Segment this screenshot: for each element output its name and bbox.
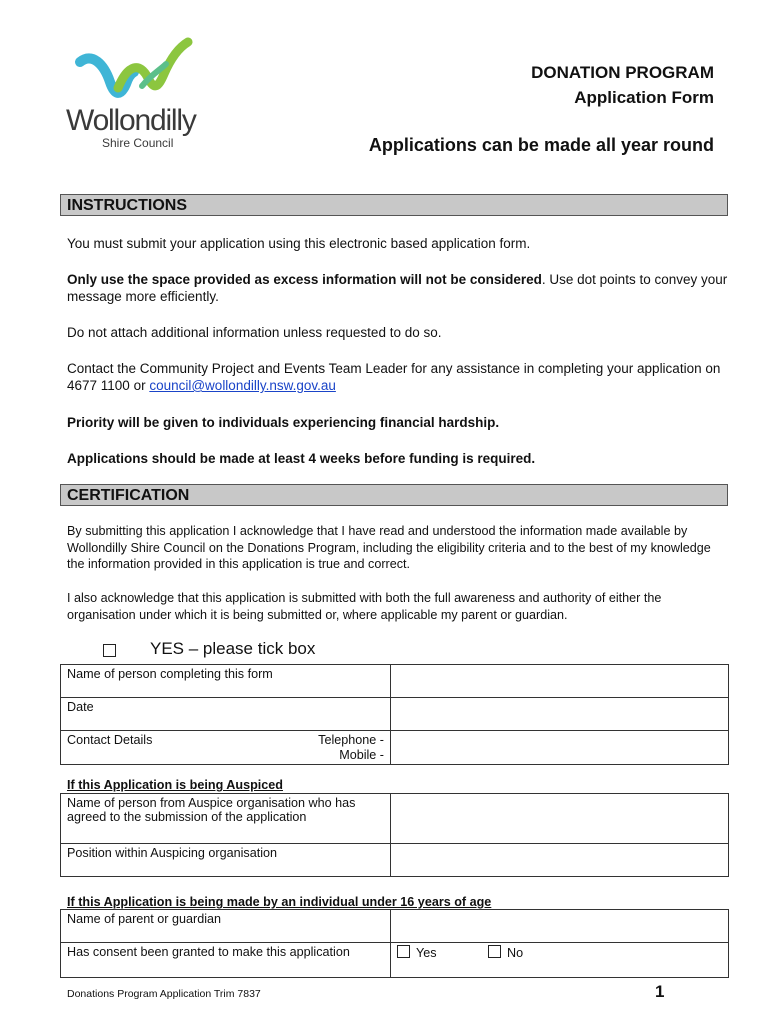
guardian-input[interactable] (391, 910, 729, 943)
consent-options (391, 943, 729, 978)
consent-no-checkbox[interactable] (488, 945, 501, 958)
date-label: Date (61, 698, 391, 731)
logo-subtitle: Shire Council (102, 136, 174, 150)
yes-checkbox[interactable] (103, 644, 116, 657)
auspice-position-label: Position within Auspicing organisation (61, 844, 391, 877)
yes-label: YES – please tick box (150, 639, 316, 658)
auspice-table (60, 793, 729, 877)
name-input[interactable] (391, 665, 729, 698)
email-link[interactable]: council@wollondilly.nsw.gov.au (149, 378, 336, 393)
telephone-label: Telephone - (318, 733, 384, 747)
contact-input[interactable] (391, 731, 729, 765)
auspice-person-label: Name of person from Auspice organisation who has agreed to the submission of the application (61, 794, 391, 844)
auspice-position-input[interactable] (391, 844, 729, 877)
consent-yes-checkbox[interactable] (397, 945, 410, 958)
instruction-p2-rest: . Use dot points to convey your message more efficiently. (67, 272, 728, 304)
wave-logo-icon (62, 34, 212, 106)
instruction-p5: Priority will be given to individuals experiencing financial hardship. (67, 415, 500, 430)
instruction-p3: Do not attach additional information unless requested to do so. (67, 325, 442, 340)
name-label: Name of person completing this form (61, 665, 391, 698)
guardian-label: Name of parent or guardian (61, 910, 391, 943)
instruction-p6: Applications should be made at least 4 weeks before funding is required. (67, 451, 536, 466)
instructions-heading: INSTRUCTIONS (60, 194, 728, 216)
instruction-p1: You must submit your application using this electronic based application form. (67, 236, 531, 251)
instruction-p4-text: Contact the Community Project and Events Team Leader for any assistance in completing your application on 4677 1100 or (67, 361, 721, 393)
instruction-p4 (67, 360, 729, 394)
tagline: Applications can be made all year round (368, 135, 714, 155)
consent-label: Has consent been granted to make this application (61, 943, 391, 978)
instruction-p2 (67, 271, 729, 305)
auspice-person-input[interactable] (391, 794, 729, 844)
consent-yes-label: Yes (416, 946, 437, 960)
minor-table (60, 909, 729, 978)
logo-name: Wollondilly (66, 104, 196, 137)
program-title: DONATION PROGRAM (531, 63, 714, 82)
council-logo (62, 34, 212, 152)
footer-text: Donations Program Application Trim 7837 (67, 988, 261, 1000)
certification-heading: CERTIFICATION (60, 484, 728, 506)
instruction-p2-bold: Only use the space provided as excess information will not be considered (67, 272, 542, 287)
certification-p2: I also acknowledge that this application is submitted with both the full awareness and authority of either the organisation under which it is being submitted or, where applicable my parent or guardian. (67, 591, 662, 622)
contact-label-cell (61, 731, 391, 765)
date-input[interactable] (391, 698, 729, 731)
contact-details-label: Contact Details (67, 733, 153, 747)
consent-no-label: No (507, 946, 524, 960)
minor-heading: If this Application is being made by an individual under 16 years of age (67, 895, 492, 909)
mobile-label: Mobile - (339, 748, 384, 762)
certification-p1: By submitting this application I acknowledge that I have read and understood the information made available by Wollondilly Shire Council on the Donations Program, including the eligibility criteria and to the best of my knowledge the information provided in this application is true and correct. (67, 524, 711, 571)
page-number: 1 (655, 982, 665, 1001)
form-title: Application Form (574, 88, 714, 107)
auspice-heading: If this Application is being Auspiced (67, 778, 283, 792)
applicant-table (60, 664, 729, 765)
